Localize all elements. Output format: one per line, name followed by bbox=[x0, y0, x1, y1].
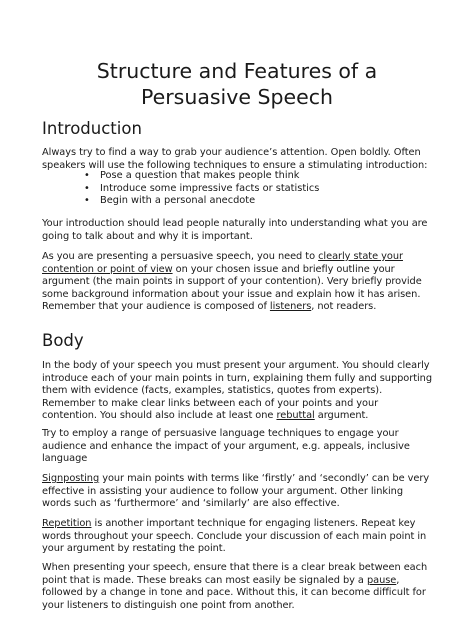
body-paragraph-5: When presenting your speech, ensure that there is a clear break between each point that is made. These breaks can most easily be signaled by a pause, followed by a change in tone and pace. Without this, it can become difficult for your listeners to distinguish one point from another. bbox=[42, 562, 428, 611]
intro-paragraph-3: As you are presenting a persuasive speech, you need to clearly state your contention or point of view on your chosen issue and briefly outline your argument (the main points in support of your contention). Very briefly provide some background information about your issue and explain how it has arisen. Remember that your audience is composed of listeners, not readers. bbox=[42, 251, 422, 312]
list-item: • Introduce some impressive facts or statistics bbox=[84, 182, 320, 194]
body-paragraph-2: Try to employ a range of persuasive language techniques to engage your audience and enhance the impact of your argument, e.g. appeals, inclusive language bbox=[42, 428, 410, 464]
document-title bbox=[0, 58, 474, 110]
list-item: • Begin with a personal anecdote bbox=[84, 195, 256, 206]
underlined-term: Signposting bbox=[42, 473, 100, 484]
list-item: • Pose a question that makes people think bbox=[84, 170, 300, 181]
bullet-icon: • bbox=[84, 170, 90, 181]
underlined-term: pause bbox=[366, 574, 397, 586]
title-line: Structure and Features of a bbox=[96, 59, 378, 83]
body-paragraph-3: Signposting your main points with terms like ‘firstly’ and ‘secondly’ can be very effective in assisting your audience to follow your argument. Other linking words such as ‘furthermore’ and ‘similarly’ are also effective. bbox=[42, 473, 430, 509]
title-line: Persuasive Speech bbox=[140, 85, 334, 109]
bullet-icon: • bbox=[84, 195, 90, 206]
introduction-heading: Introduction bbox=[42, 119, 142, 138]
underlined-term: clearly state your bbox=[318, 251, 403, 262]
intro-paragraph-2: Your introduction should lead people naturally into understanding what you are going to talk about and why it is important. bbox=[42, 218, 428, 242]
body-heading: Body bbox=[42, 331, 84, 350]
underlined-term: contention or point of view bbox=[42, 263, 173, 275]
underlined-term: rebuttal bbox=[276, 410, 315, 421]
bullet-icon: • bbox=[84, 182, 90, 194]
underlined-term: listeners bbox=[269, 301, 312, 312]
intro-paragraph-1: Always try to find a way to grab your audience’s attention. Open boldly. Often speakers will use the following techniques to ensure a stimulating introduction: bbox=[42, 147, 428, 171]
underlined-term: Repetition bbox=[42, 518, 92, 529]
body-paragraph-1: In the body of your speech you must present your argument. You should clearly introduce each of your main points in turn, explaining them fully and supporting them with evidence (facts, examples, statistics, quotes from experts). Remember to make clear links between each of your points and your contention. You should also include at least one rebuttal argument. bbox=[42, 360, 433, 421]
body-paragraph-4: Repetition is another important technique for engaging listeners. Repeat key words throughout your speech. Conclude your discussion of each main point in your argument by restating the point. bbox=[42, 518, 427, 554]
intro-techniques-list bbox=[84, 170, 319, 208]
